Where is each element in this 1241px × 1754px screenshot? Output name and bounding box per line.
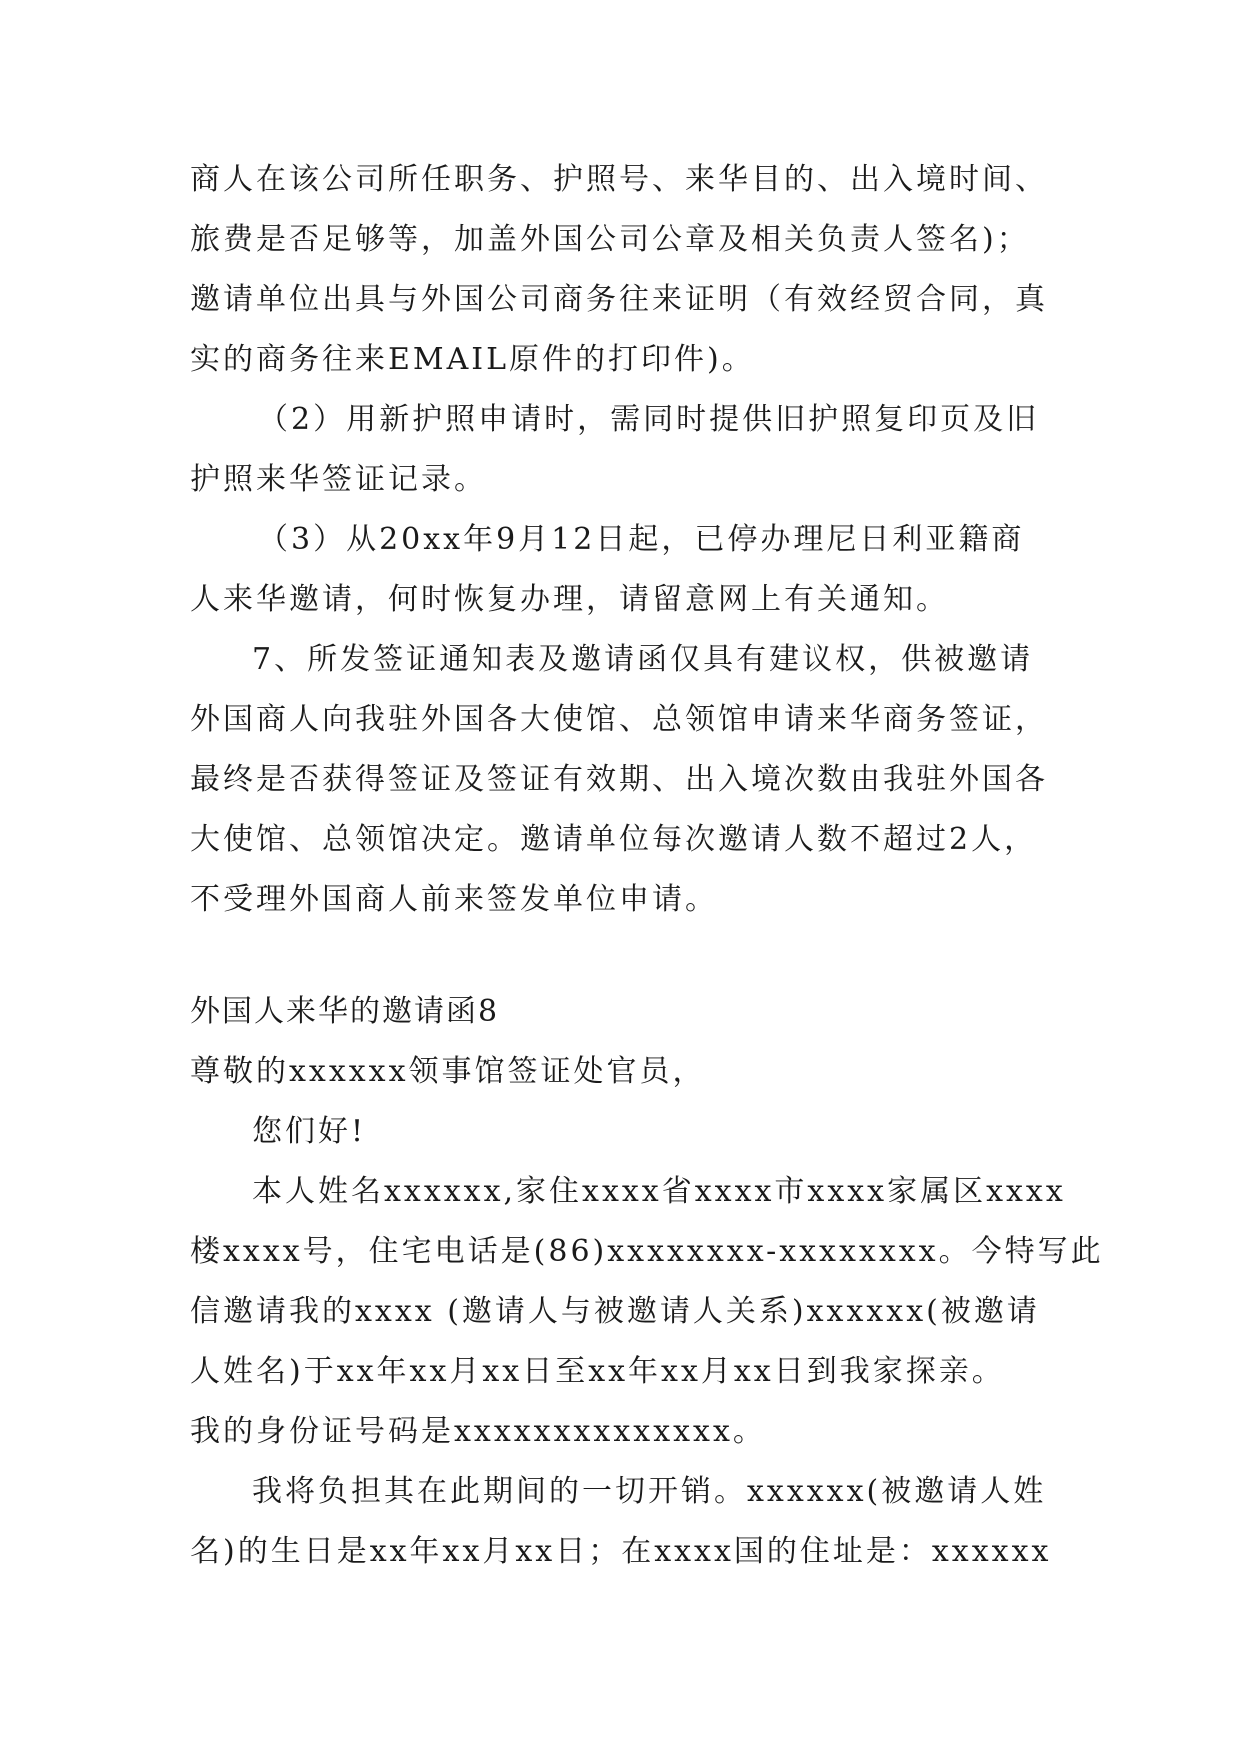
paragraph-item-7 xyxy=(190,630,1060,930)
paragraph-business-proof xyxy=(190,150,1060,390)
text-line: 护照来华签证记录。 xyxy=(190,462,487,497)
paragraph-item-2 xyxy=(190,390,1060,510)
letter-greeting: 您们好! xyxy=(252,1114,367,1149)
text-line: 信邀请我的xxxx (邀请人与被邀请人关系)xxxxxx(被邀请 xyxy=(190,1294,1040,1329)
text-line: 本人姓名xxxxxx,家住xxxx省xxxx市xxxx家属区xxxx xyxy=(252,1174,1066,1209)
text-line: 7、所发签证通知表及邀请函仅具有建议权，供被邀请 xyxy=(252,642,1034,677)
text-line: 外国商人向我驻外国各大使馆、总领馆申请来华商务签证， xyxy=(190,702,1048,737)
text-line: 不受理外国商人前来签发单位申请。 xyxy=(190,882,718,917)
document-page xyxy=(190,150,1104,1582)
text-line: 实的商务往来EMAIL原件的打印件)。 xyxy=(190,342,755,377)
text-line: 我的身份证号码是xxxxxxxxxxxxxx。 xyxy=(190,1414,766,1449)
text-line: 名)的生日是xx年xx月xx日；在xxxx国的住址是：xxxxxx xyxy=(190,1534,1052,1569)
paragraph-item-3 xyxy=(190,510,1060,630)
text-line: 楼xxxx号，住宅电话是(86)xxxxxxxx-xxxxxxxx。今特写此 xyxy=(190,1234,1104,1269)
letter-salutation: 尊敬的xxxxxx领事馆签证处官员， xyxy=(190,1054,706,1089)
letter-paragraph-2 xyxy=(190,1462,1060,1582)
text-line: 旅费是否足够等，加盖外国公司公章及相关负责人签名)； xyxy=(190,222,1030,257)
text-line: 我将负担其在此期间的一切开销。xxxxxx(被邀请人姓 xyxy=(252,1474,1047,1509)
text-line: 人来华邀请，何时恢复办理，请留意网上有关通知。 xyxy=(190,582,949,617)
text-line: 邀请单位出具与外国公司商务往来证明（有效经贸合同，真 xyxy=(190,282,1048,317)
text-line: 人姓名)于xx年xx月xx日至xx年xx月xx日到我家探亲。 xyxy=(190,1354,1005,1389)
text-line: 大使馆、总领馆决定。邀请单位每次邀请人数不超过2人， xyxy=(190,822,1038,857)
invitation-letter xyxy=(190,982,1104,1582)
text-line: （2）用新护照申请时，需同时提供旧护照复印页及旧 xyxy=(258,402,1040,437)
letter-paragraph-1 xyxy=(190,1162,1104,1462)
text-line: 商人在该公司所任职务、护照号、来华目的、出入境时间、 xyxy=(190,162,1048,197)
text-line: 最终是否获得签证及签证有效期、出入境次数由我驻外国各 xyxy=(190,762,1048,797)
letter-title: 外国人来华的邀请函8 xyxy=(190,994,500,1029)
section-gap xyxy=(190,930,1060,982)
text-line: （3）从20xx年9月12日起，已停办理尼日利亚籍商 xyxy=(258,522,1025,557)
